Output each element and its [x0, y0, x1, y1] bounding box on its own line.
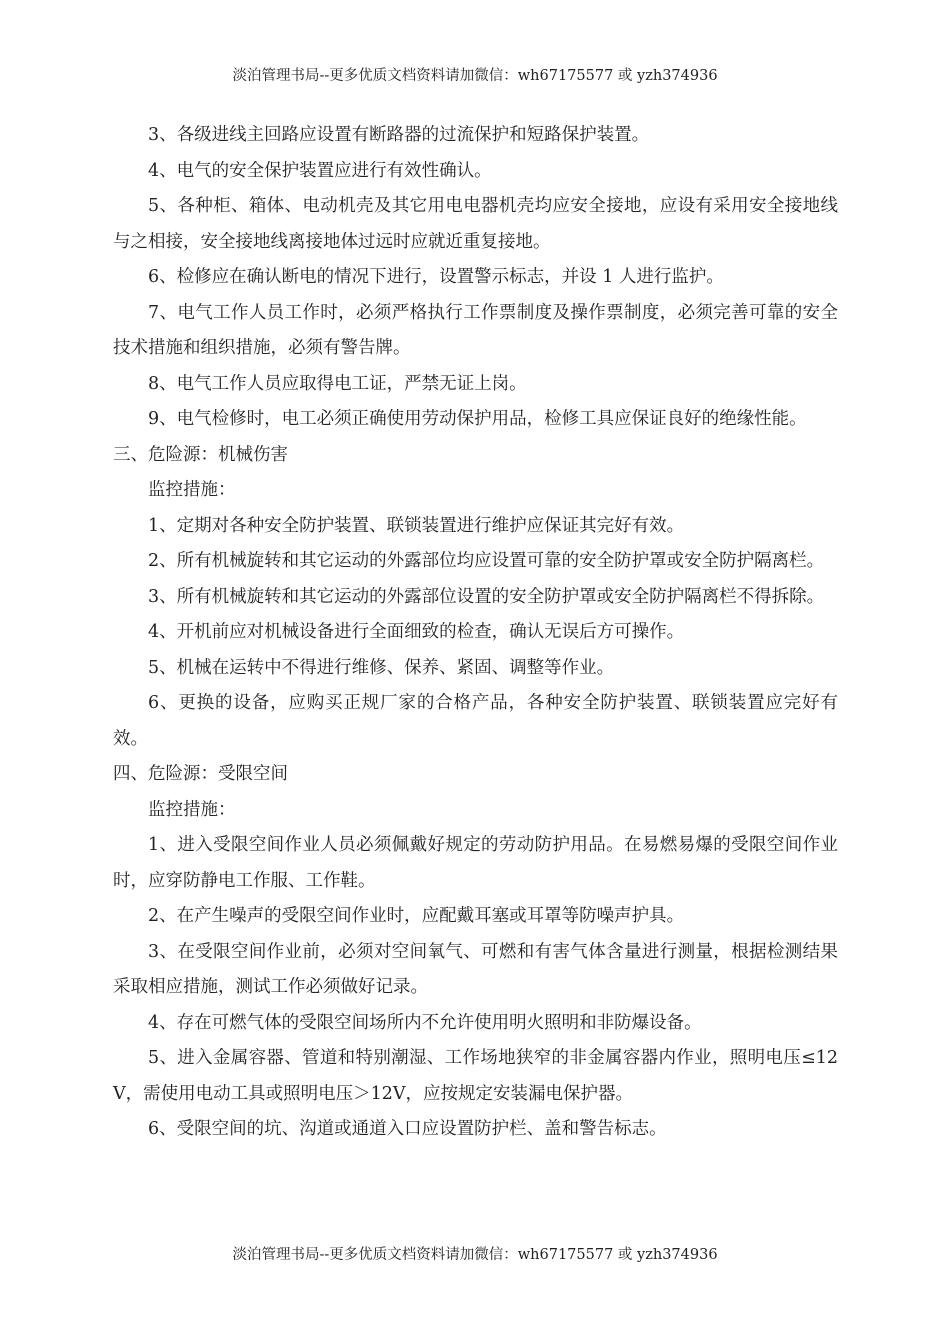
list-item: 4、电气的安全保护装置应进行有效性确认。 [148, 160, 492, 181]
section-heading: 四、危险源：受限空间 [113, 764, 288, 784]
list-item: 3、各级进线主回路应设置有断路器的过流保护和短路保护装置。 [148, 125, 650, 145]
list-item: 7、电气工作人员工作时，必须严格执行工作票制度及操作票制度，必须完善可靠的安全技术措施和组织措施，必须有警告牌。 [113, 302, 838, 358]
list-item: 5、进入金属容器、管道和特别潮湿、工作场地狭窄的非金属容器内作业，照明电压≤12V，需使用电动工具或照明电压＞12V，应按规定安装漏电保护器。 [113, 1048, 838, 1104]
page-footer: 淡泊管理书局--更多优质文档资料请加微信：wh67175577 或 yzh374936 [232, 1247, 718, 1263]
list-item: 2、在产生噪声的受限空间作业时，应配戴耳塞或耳罩等防噪声护具。 [148, 906, 685, 926]
list-item: 1、定期对各种安全防护装置、联锁装置进行维护应保证其完好有效。 [148, 515, 685, 536]
list-item: 6、更换的设备，应购买正规厂家的合格产品，各种安全防护装置、联锁装置应完好有效。 [113, 693, 838, 749]
list-item: 4、存在可燃气体的受限空间场所内不允许使用明火照明和非防爆设备。 [148, 1012, 702, 1033]
list-item: 8、电气工作人员应取得电工证，严禁无证上岗。 [148, 373, 527, 394]
document-body [113, 118, 838, 1148]
subheading: 监控措施： [148, 480, 236, 500]
list-item: 1、进入受限空间作业人员必须佩戴好规定的劳动防护用品。在易燃易爆的受限空间作业时，应穿防静电工作服、工作鞋。 [113, 835, 838, 891]
list-item: 9、电气检修时，电工必须正确使用劳动保护用品，检修工具应保证良好的绝缘性能。 [148, 409, 807, 429]
list-item: 6、检修应在确认断电的情况下进行，设置警示标志，并设 1 人进行监护。 [148, 267, 724, 287]
list-item: 4、开机前应对机械设备进行全面细致的检查，确认无误后方可操作。 [148, 622, 685, 642]
list-item: 3、在受限空间作业前，必须对空间氧气、可燃和有害气体含量进行测量，根据检测结果采取相应措施，测试工作必须做好记录。 [113, 941, 838, 997]
list-item: 6、受限空间的坑、沟道或通道入口应设置防护栏、盖和警告标志。 [148, 1119, 667, 1139]
subheading: 监控措施： [148, 799, 236, 820]
list-item: 3、所有机械旋转和其它运动的外露部位设置的安全防护罩或安全防护隔离栏不得拆除。 [148, 586, 825, 607]
section-heading: 三、危险源：机械伤害 [113, 444, 288, 465]
list-item: 5、机械在运转中不得进行维修、保养、紧固、调整等作业。 [148, 657, 615, 678]
list-item: 5、各种柜、箱体、电动机壳及其它用电电器机壳均应安全接地，应设有采用安全接地线与之相接，安全接地线离接地体过远时应就近重复接地。 [113, 196, 838, 252]
page-header: 淡泊管理书局--更多优质文档资料请加微信：wh67175577 或 yzh374936 [232, 68, 718, 84]
list-item: 2、所有机械旋转和其它运动的外露部位均应设置可靠的安全防护罩或安全防护隔离栏。 [148, 551, 825, 571]
